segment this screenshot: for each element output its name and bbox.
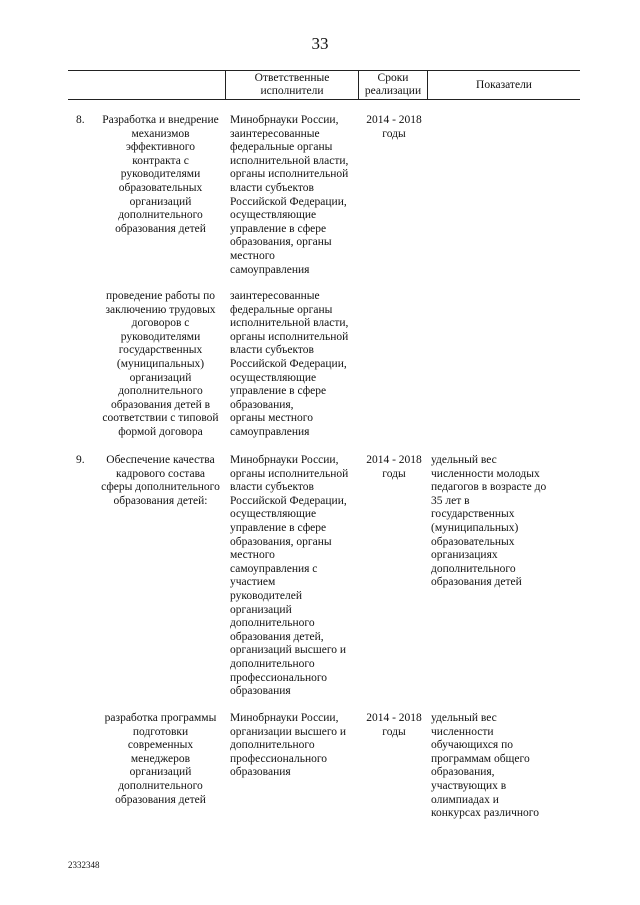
header-indicators bbox=[428, 71, 580, 99]
table-header-rule bbox=[68, 99, 580, 100]
page-number: 33 bbox=[311, 34, 329, 53]
responsible-cell: Минобрнауки России, органы исполнительной власти субъектов Российской Федерации, осуществляющие управление в сфере образования, органы местного самоуправления с участием руководителей организаций дополнительного образования детей, организаций высшего и дополнительного профессионального образования bbox=[230, 454, 349, 698]
task-cell: Обеспечение качества кадрового состава сферы дополнительного образования детей: bbox=[101, 454, 220, 507]
terms-cell: 2014 - 2018 годы bbox=[366, 712, 422, 738]
header-responsible bbox=[226, 71, 358, 99]
header-indicators-label: Показатели bbox=[476, 78, 532, 91]
row-number: 8. bbox=[76, 114, 85, 126]
terms-cell: 2014 - 2018 годы bbox=[366, 454, 422, 480]
task-cell: Разработка и внедрение механизмов эффективного контракта с руководителями образовательных организаций дополнительного образования детей bbox=[102, 114, 219, 235]
task-cell: проведение работы по заключению трудовых договоров с руководителями государственных (муниципальных) организаций дополнительного образования детей в соответствии с типовой формой договора bbox=[102, 290, 219, 438]
responsible-cell: Минобрнауки России, заинтересованные федеральные органы исполнительной власти, органы исполнительной власти субъектов Российской Федерации, осуществляющие управление в сфере образования, органы местного самоуправления bbox=[230, 114, 349, 276]
task-cell: разработка программы подготовки современных менеджеров организаций дополнительного образования детей bbox=[104, 712, 217, 806]
indicators-cell: удельный вес численности обучающихся по программам общего образования, участвующих в олимпиадах и конкурсах различного bbox=[431, 712, 539, 820]
document-code: 2332348 bbox=[68, 860, 100, 870]
terms-cell: 2014 - 2018 годы bbox=[366, 114, 422, 140]
header-terms bbox=[359, 71, 427, 99]
header-terms-label: Сроки реализации bbox=[364, 72, 422, 97]
responsible-cell: Минобрнауки России, организации высшего и дополнительного профессионального образования bbox=[230, 712, 347, 779]
indicators-cell: удельный вес численности молодых педагогов в возрасте до 35 лет в государственных (муниципальных) образовательных организациях дополнительного образования детей bbox=[431, 454, 547, 589]
header-responsible-label: Ответственные исполнители bbox=[254, 72, 330, 97]
row-number: 9. bbox=[76, 454, 85, 466]
responsible-cell: заинтересованные федеральные органы исполнительной власти, органы исполнительной власти субъектов Российской Федерации, осуществляющие управление в сфере образования, органы местного самоуправления bbox=[230, 290, 349, 438]
